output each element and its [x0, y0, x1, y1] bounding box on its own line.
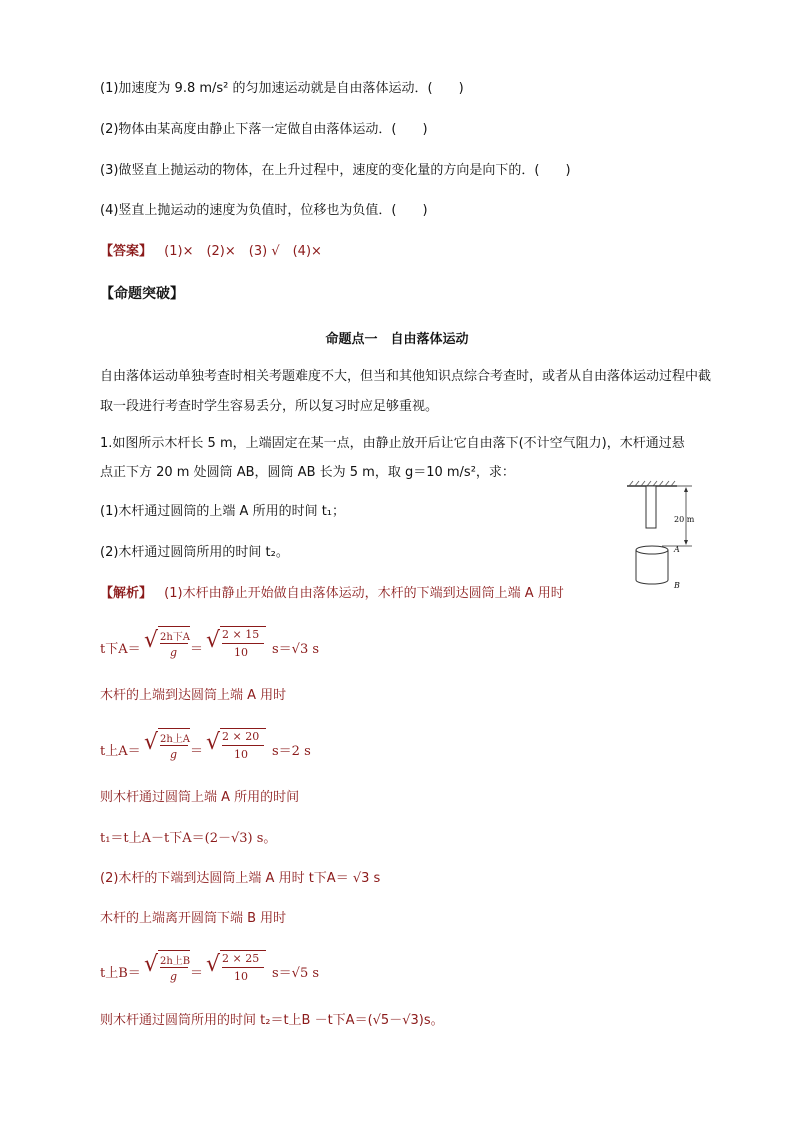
equation-1: t下A＝ √ 2h下A g ＝ √ 2 × 15 10 s＝√3 s	[100, 628, 320, 659]
answer-text: (1)× (2)× (3) √ (4)×	[164, 244, 322, 259]
wooden-rod	[646, 486, 656, 528]
judgment-3: (3)做竖直上抛运动的物体，在上升过程中，速度的变化量的方向是向下的．( )	[100, 163, 571, 178]
judgment-2: (2)物体由某高度由静止下落一定做自由落体运动．( )	[100, 122, 428, 137]
solution-step-5: 木杆的上端离开圆筒下端 B 用时	[100, 911, 287, 926]
distance-label: 20 m	[674, 515, 695, 524]
answer-row	[100, 243, 322, 261]
answer-label: 【答案】	[100, 244, 153, 259]
problem-q1: (1)木杆通过圆筒的上端 A 所用的时间 t₁；	[100, 504, 346, 519]
judgment-1: (1)加速度为 9.8 m/s² 的匀加速运动就是自由落体运动．( )	[100, 81, 464, 96]
solution-row-1	[100, 585, 564, 603]
solution-step-6: 则木杆通过圆筒所用的时间 t₂＝t上B －t下A＝(√5－√3)s。	[100, 1013, 444, 1028]
judgment-4: (4)竖直上抛运动的速度为负值时，位移也为负值．( )	[100, 203, 428, 218]
point-b-label: B	[674, 581, 680, 590]
topic-title: 命题点一 自由落体运动	[325, 332, 469, 347]
solution-label: 【解析】	[100, 586, 153, 601]
problem-line-1: 1.如图所示木杆长 5 m，上端固定在某一点，由静止放开后让它自由落下(不计空气阻力)，木杆通过悬	[100, 436, 685, 451]
problem-line-2: 点正下方 20 m 处圆筒 AB，圆筒 AB 长为 5 m，取 g＝10 m/s²，求：	[100, 465, 515, 480]
intro-paragraph: 自由落体运动单独考查时相关考题难度不大，但当和其他知识点综合考查时，或者从自由落体运动过程中截取一段进行考查时学生容易丢分，所以复习时应足够重视。	[100, 369, 712, 414]
solution-step-4: (2)木杆的下端到达圆筒上端 A 用时 t下A＝ √3 s	[100, 871, 381, 886]
solution-step-2: 木杆的上端到达圆筒上端 A 用时	[100, 688, 287, 703]
solution-step-1: (1)木杆由静止开始做自由落体运动，木杆的下端到达圆筒上端 A 用时	[164, 586, 564, 601]
equation-4: t上B＝ √ 2h上B g ＝ √ 2 × 25 10 s＝√5 s	[100, 952, 320, 983]
problem-q2: (2)木杆通过圆筒所用的时间 t₂。	[100, 545, 289, 560]
solution-step-3: 则木杆通过圆筒上端 A 所用的时间	[100, 790, 300, 805]
equation-3: t₁＝t上A－t下A＝(2－√3) s。	[100, 831, 277, 846]
rod-and-cylinder-diagram	[622, 480, 722, 600]
point-a-label: A	[674, 545, 680, 554]
section-header: 【命题突破】	[100, 286, 184, 302]
equation-2: t上A＝ √ 2h上A g ＝ √ 2 × 20 10 s＝2 s	[100, 730, 311, 761]
